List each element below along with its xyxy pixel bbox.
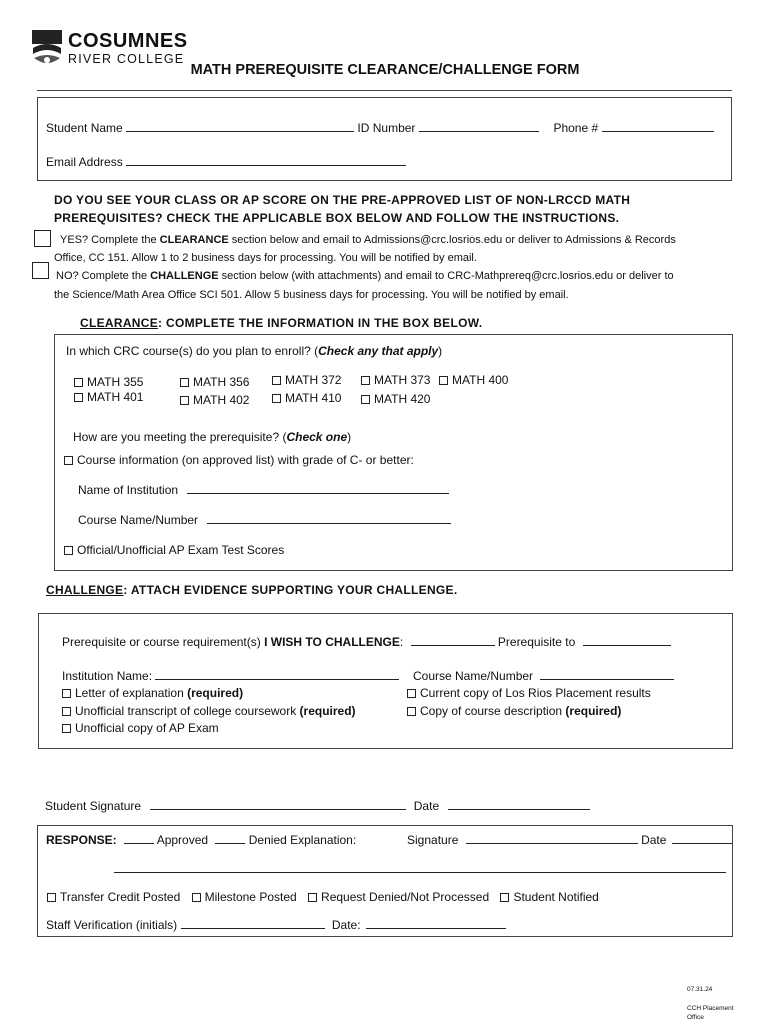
challenge-institution-label: Institution Name: [62, 669, 153, 683]
checkbox-icon[interactable] [308, 893, 317, 902]
checkbox-icon[interactable] [64, 546, 73, 555]
signature-date-field[interactable] [448, 799, 590, 810]
yes-checkbox[interactable] [34, 230, 51, 247]
checkbox-icon[interactable] [272, 394, 281, 403]
clearance-heading: CLEARANCE: COMPLETE THE INFORMATION IN THE BOX BELOW. [80, 316, 483, 330]
checkbox-icon[interactable] [180, 378, 189, 387]
checkbox-icon[interactable] [62, 724, 71, 733]
checkbox-icon[interactable] [439, 376, 448, 385]
checkbox-icon[interactable] [500, 893, 509, 902]
option-course-info[interactable]: Course information (on approved list) with grade of C- or better: [64, 453, 414, 467]
challenge-heading: CHALLENGE: ATTACH EVIDENCE SUPPORTING YOUR CHALLENGE. [46, 583, 458, 597]
approved-field[interactable] [124, 833, 154, 844]
course-math-372[interactable]: MATH 372 [272, 373, 341, 387]
placement-results[interactable]: Current copy of Los Rios Placement results [407, 686, 651, 700]
ap-exam-copy[interactable]: Unofficial copy of AP Exam [62, 721, 219, 735]
title-rule [37, 90, 732, 91]
id-number-label: ID Number [357, 121, 416, 135]
course-math-402[interactable]: MATH 402 [180, 393, 249, 407]
approved-label: Approved [156, 833, 209, 847]
office-name-line2: Office [687, 1014, 704, 1021]
checkbox-icon[interactable] [407, 689, 416, 698]
challenge-box [38, 613, 733, 749]
challenge-course-label: Course Name/Number [413, 669, 534, 683]
student-notified-option[interactable]: Student Notified [500, 890, 598, 904]
checkbox-icon[interactable] [74, 378, 83, 387]
challenge-prereq-line: Prerequisite or course requirement(s) I WISH TO CHALLENGE: Prerequisite to [62, 635, 671, 649]
response-date-label: Date [641, 833, 667, 847]
email-label: Email Address [46, 155, 123, 169]
course-math-420[interactable]: MATH 420 [361, 392, 430, 406]
id-number-field[interactable] [419, 121, 539, 132]
checkbox-icon[interactable] [192, 893, 201, 902]
option-ap-scores[interactable]: Official/Unofficial AP Exam Test Scores [64, 543, 284, 557]
course-math-356[interactable]: MATH 356 [180, 375, 249, 389]
response-label: RESPONSE: [46, 833, 117, 847]
checkbox-icon[interactable] [361, 395, 370, 404]
revision-date: 07.31.24 [687, 986, 713, 993]
course-math-410[interactable]: MATH 410 [272, 391, 341, 405]
yes-instructions-cont: Office, CC 151. Allow 1 to 2 business days for processing. You will be notified by email. [54, 252, 477, 264]
staff-verification-label: Staff Verification (initials) [46, 918, 178, 932]
course-math-400[interactable]: MATH 400 [439, 373, 508, 387]
prereq-to-label: Prerequisite to [497, 635, 576, 649]
staff-verification-field[interactable] [181, 918, 325, 929]
denied-label: Denied Explanation: [248, 833, 357, 847]
course-name-field[interactable] [207, 513, 451, 524]
checkbox-icon[interactable] [64, 456, 73, 465]
yes-instructions: YES? Complete the CLEARANCE section below and email to Admissions@crc.losrios.edu or deliver to Admissions & Records [60, 234, 676, 246]
course-math-373[interactable]: MATH 373 [361, 373, 430, 387]
request-denied-option[interactable]: Request Denied/Not Processed [308, 890, 489, 904]
course-math-401[interactable]: MATH 401 [74, 390, 143, 404]
transfer-credit-option[interactable]: Transfer Credit Posted [47, 890, 180, 904]
student-signature-field[interactable] [150, 799, 406, 810]
checkbox-icon[interactable] [62, 689, 71, 698]
office-name-line1: CCH Placement [687, 1005, 734, 1012]
course-math-355[interactable]: MATH 355 [74, 375, 143, 389]
challenge-institution-field[interactable] [155, 669, 399, 680]
response-signature-label: Signature [407, 833, 459, 847]
college-name-line1: COSUMNES [68, 30, 188, 52]
course-description[interactable]: Copy of course description (required) [407, 704, 621, 718]
response-date-field[interactable] [672, 833, 732, 844]
phone-label: Phone # [553, 121, 599, 135]
institution-label: Name of Institution [78, 483, 179, 497]
checkbox-icon[interactable] [407, 707, 416, 716]
challenge-course-field[interactable] [411, 635, 495, 646]
meet-question: How are you meeting the prerequisite? (Check one) [73, 430, 352, 444]
course-name-label: Course Name/Number [78, 513, 199, 527]
checkbox-icon[interactable] [180, 396, 189, 405]
phone-field[interactable] [602, 121, 714, 132]
college-name-line2: RIVER COLLEGE [68, 52, 185, 66]
explanation-line[interactable] [114, 872, 726, 873]
no-instructions-cont: the Science/Math Area Office SCI 501. Allow 5 business days for processing. You will be notified by email. [54, 289, 569, 301]
staff-date-label: Date: [331, 918, 361, 932]
question-line1: DO YOU SEE YOUR CLASS OR AP SCORE ON THE PRE-APPROVED LIST OF NON-LRCCD MATH [54, 193, 631, 207]
checkbox-icon[interactable] [74, 393, 83, 402]
student-name-field[interactable] [126, 121, 354, 132]
denied-field[interactable] [215, 833, 245, 844]
milestone-option[interactable]: Milestone Posted [192, 890, 297, 904]
question-line2: PREREQUISITES? CHECK THE APPLICABLE BOX BELOW AND FOLLOW THE INSTRUCTIONS. [54, 211, 620, 225]
checkbox-icon[interactable] [272, 376, 281, 385]
response-box [37, 825, 733, 937]
challenge-course-name-field[interactable] [540, 669, 674, 680]
checkbox-icon[interactable] [62, 707, 71, 716]
checkbox-icon[interactable] [47, 893, 56, 902]
unofficial-transcript[interactable]: Unofficial transcript of college coursework (required) [62, 704, 356, 718]
letter-explanation[interactable]: Letter of explanation (required) [62, 686, 243, 700]
student-signature-label: Student Signature [45, 799, 142, 813]
no-instructions: NO? Complete the CHALLENGE section below (with attachments) and email to CRC-Mathprereq@crc.losrios.edu or deliver to [56, 270, 674, 282]
form-title: MATH PREREQUISITE CLEARANCE/CHALLENGE FORM [190, 62, 580, 78]
no-checkbox[interactable] [32, 262, 49, 279]
email-field[interactable] [126, 155, 406, 166]
student-name-label: Student Name [46, 121, 123, 135]
clearance-box [54, 334, 733, 571]
signature-date-label: Date [413, 799, 440, 813]
staff-date-field[interactable] [366, 918, 506, 929]
prereq-to-field[interactable] [583, 635, 671, 646]
checkbox-icon[interactable] [361, 376, 370, 385]
student-info-box [37, 97, 732, 181]
institution-field[interactable] [187, 483, 449, 494]
enroll-question: In which CRC course(s) do you plan to enroll? (Check any that apply) [66, 344, 443, 358]
response-signature-field[interactable] [466, 833, 638, 844]
